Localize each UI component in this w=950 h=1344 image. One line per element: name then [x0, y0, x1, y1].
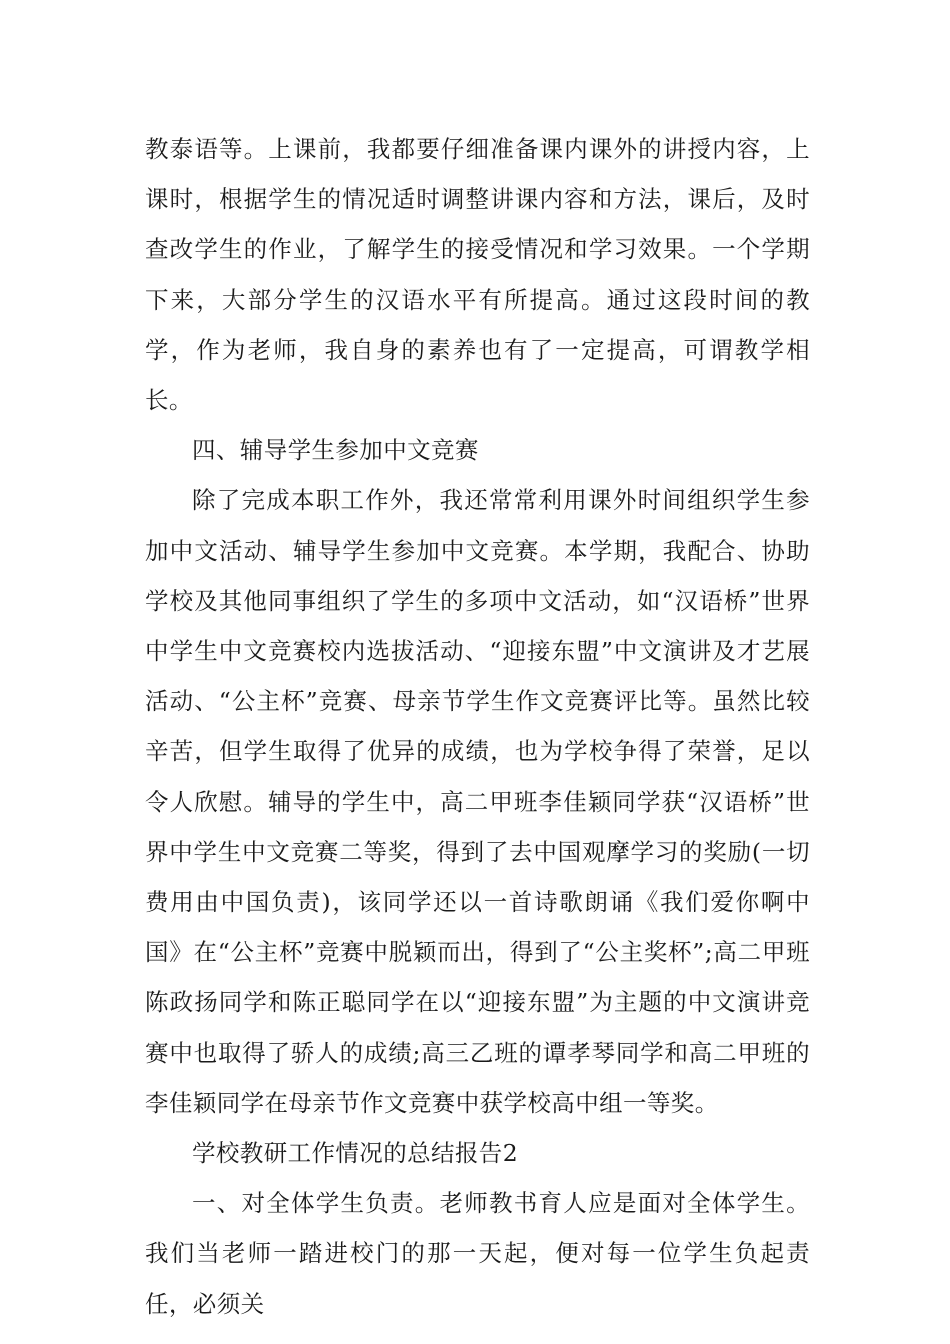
- paragraph-responsibility: 一、对全体学生负责。老师教书育人应是面对全体学生。我们当老师一踏进校门的那一天起，便对每一位学生负起责任，必须关: [145, 1189, 810, 1318]
- paragraph-competition-details: 除了完成本职工作外，我还常常利用课外时间组织学生参加中文活动、辅导学生参加中文竞赛。本学期，我配合、协助学校及其他同事组织了学生的多项中文活动，如“汉语桥”世界中学生中文竞赛校内选拔活动、“迎接东盟”中文演讲及才艺展活动、“公主杯”竞赛、母亲节学生作文竞赛评比等。虽然比较辛苦，但学生取得了优异的成绩，也为学校争得了荣誉，足以令人欣慰。辅导的学生中，高二甲班李佳颖同学获“汉语桥”世界中学生中文竞赛二等奖，得到了去中国观摩学习的奖励(一切费用由中国负责)，该同学还以一首诗歌朗诵《我们爱你啊中国》在“公主杯”竞赛中脱颖而出，得到了“公主奖杯”;高二甲班陈政扬同学和陈正聪同学在以“迎接东盟”为主题的中文演讲竞赛中也取得了骄人的成绩;高三乙班的谭孝琴同学和高二甲班的李佳颖同学在母亲节作文竞赛中获学校高中组一等奖。: [145, 486, 810, 1117]
- document-body: [145, 124, 810, 1329]
- report-title-2: 学校教研工作情况的总结报告2: [192, 1139, 519, 1168]
- paragraph-continued-teaching: 教泰语等。上课前，我都要仔细准备课内课外的讲授内容，上课时，根据学生的情况适时调整讲课内容和方法，课后，及时查改学生的作业，了解学生的接受情况和学习效果。一个学期下来，大部分学生的汉语水平有所提高。通过这段时间的教学，作为老师，我自身的素养也有了一定提高，可谓教学相长。: [145, 135, 810, 415]
- section-heading-competition: 四、辅导学生参加中文竞赛: [192, 436, 479, 465]
